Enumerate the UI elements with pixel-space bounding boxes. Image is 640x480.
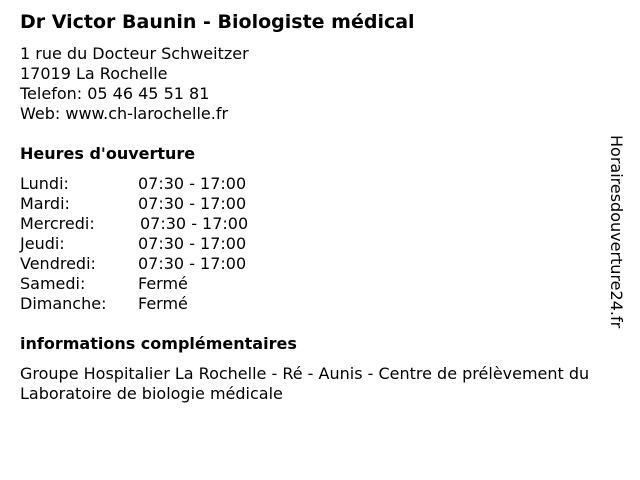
day-label: Jeudi: [20, 234, 65, 253]
day-hours: 07:30 - 17:00 [140, 214, 249, 233]
address-block [20, 44, 249, 124]
opening-hours-heading: Heures d'ouverture [20, 144, 196, 163]
additional-info-heading: informations complémentaires [20, 334, 297, 353]
day-label: Mercredi: [20, 214, 95, 233]
day-hours: Fermé [138, 294, 188, 313]
website: Web: www.ch-larochelle.fr [20, 104, 229, 123]
day-hours: 07:30 - 17:00 [138, 234, 247, 253]
day-label: Mardi: [20, 194, 70, 213]
day-hours: Fermé [138, 274, 188, 293]
day-label: Samedi: [20, 274, 86, 293]
day-hours: 07:30 - 17:00 [138, 194, 247, 213]
day-hours: 07:30 - 17:00 [138, 174, 247, 193]
day-hours: 07:30 - 17:00 [138, 254, 247, 273]
phone-number: Telefon: 05 46 45 51 81 [20, 84, 210, 103]
day-label: Lundi: [20, 174, 69, 193]
day-label: Dimanche: [20, 294, 107, 313]
city: 17019 La Rochelle [20, 64, 168, 83]
additional-info-text: Groupe Hospitalier La Rochelle - Ré - Aunis - Centre de prélèvement du Laboratoire de biologie médicale [20, 364, 590, 403]
day-label: Vendredi: [20, 254, 96, 273]
page-title: Dr Victor Baunin - Biologiste médical [20, 11, 415, 33]
street-address: 1 rue du Docteur Schweitzer [20, 44, 249, 63]
site-watermark: Horairesdouverture24.fr [607, 135, 626, 329]
